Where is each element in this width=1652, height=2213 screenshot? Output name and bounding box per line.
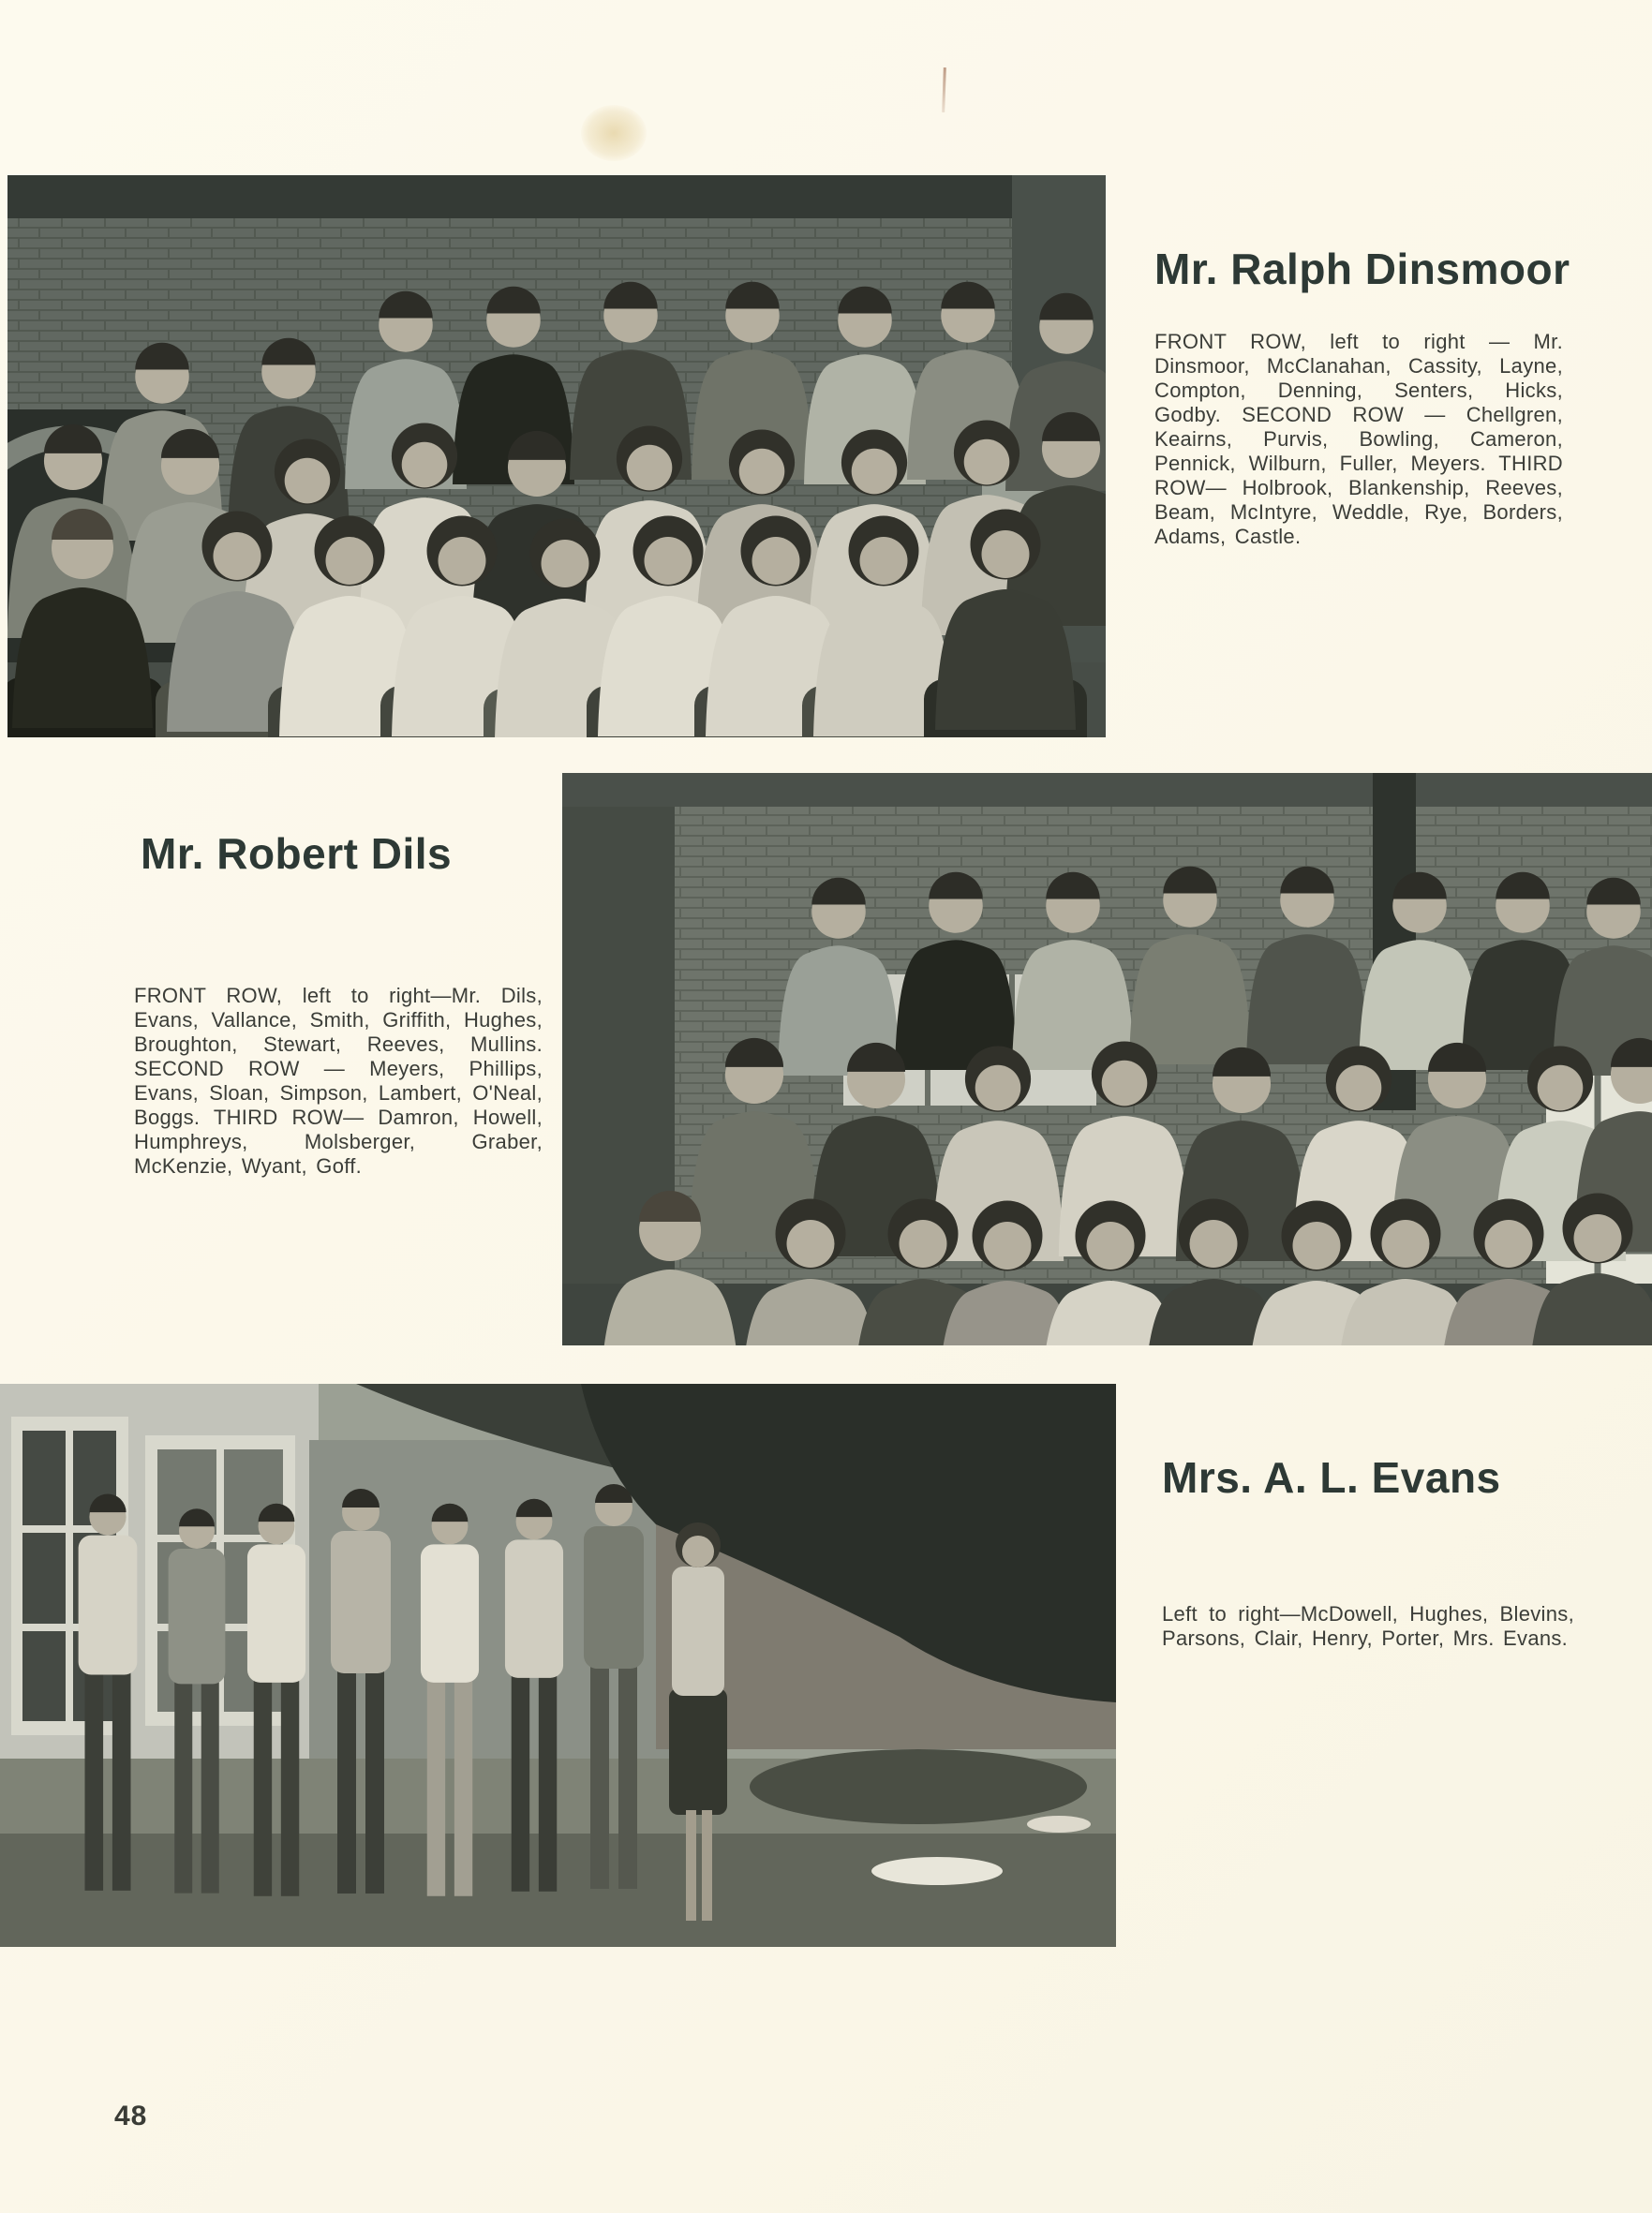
evans-photo-scene bbox=[0, 1384, 1116, 1947]
dinsmoor-photo-scene bbox=[7, 175, 1106, 737]
caption-dils: FRONT ROW, left to right—Mr. Dils, Evans, Vallance, Smith, Griffith, Hughes, Broughton, Stewart, Reeves, Mullins. SECOND ROW — Meyers, Phillips, Evans, Sloan, Simpson, Lambert, O'Neal, Boggs. THIRD ROW— Damron, Howell, Humphreys, Molsberger, Graber, McKenzie, Wyant, Goff. bbox=[134, 984, 543, 1178]
section-heading-evans: Mrs. A. L. Evans bbox=[1162, 1453, 1501, 1503]
evans-class-photo bbox=[0, 1384, 1116, 1947]
caption-evans: Left to right—McDowell, Hughes, Blevins, Parsons, Clair, Henry, Porter, Mrs. Evans. bbox=[1162, 1602, 1574, 1650]
page-number: 48 bbox=[114, 2101, 148, 2131]
paper-scratch bbox=[942, 67, 946, 112]
dils-class-photo bbox=[562, 773, 1652, 1345]
section-heading-dinsmoor: Mr. Ralph Dinsmoor bbox=[1154, 245, 1570, 294]
caption-dinsmoor: FRONT ROW, left to right — Mr. Dinsmoor, McClanahan, Cassity, Layne, Compton, Denning, Senters, Hicks, Godby. SECOND ROW — Chellgren, Keairns, Purvis, Bowling, Cameron, Pennick, Wilburn, Fuller, Meyers. THIRD ROW— Holbrook, Blankenship, Reeves, Beam, McIntyre, Weddle, Rye, Borders, Adams, Castle. bbox=[1154, 330, 1563, 548]
dinsmoor-class-photo bbox=[7, 175, 1106, 737]
section-heading-dils: Mr. Robert Dils bbox=[141, 829, 453, 879]
dils-photo-scene bbox=[562, 773, 1652, 1345]
paper-stain bbox=[581, 105, 647, 161]
